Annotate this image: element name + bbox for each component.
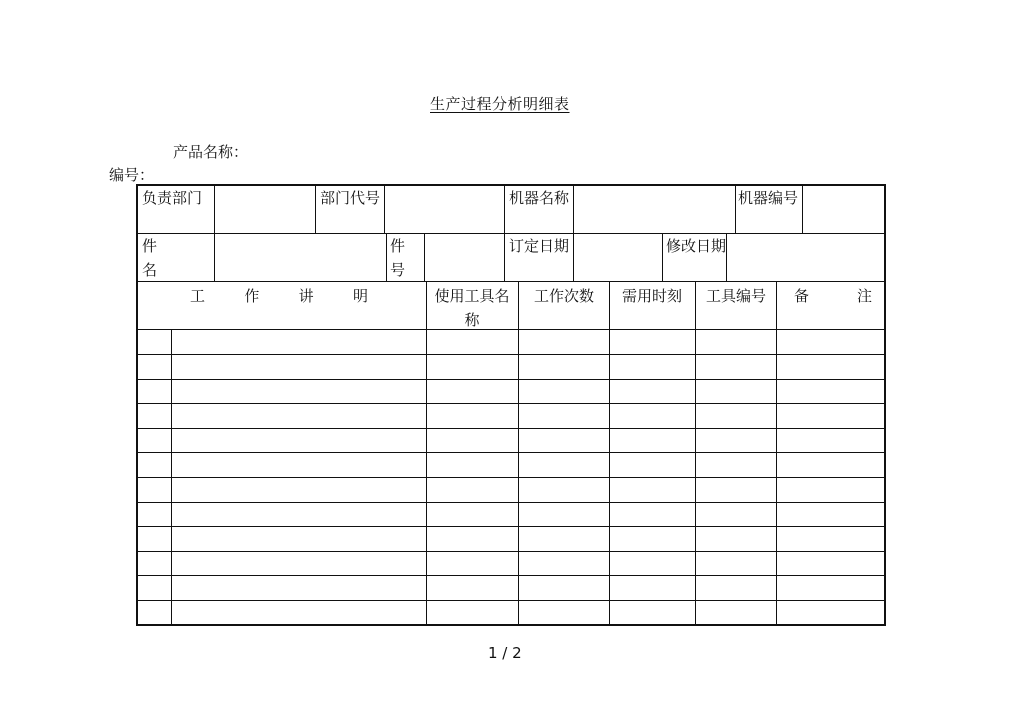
row-divider xyxy=(138,575,884,576)
col-divider xyxy=(662,234,663,281)
work-description-char: 明 xyxy=(352,287,368,305)
document-title: 生产过程分析明细表 xyxy=(430,95,570,113)
col-divider xyxy=(726,234,727,281)
col-divider xyxy=(171,330,172,624)
dept-code-label: 部门代号 xyxy=(320,189,381,207)
page-indicator: 1 / 2 xyxy=(488,644,522,662)
column-header-tool-name: 使用工具名称 xyxy=(434,287,510,329)
col-divider xyxy=(504,186,505,233)
row-divider xyxy=(138,551,884,552)
machine-number-label: 机器编号 xyxy=(738,189,799,207)
col-divider xyxy=(424,234,425,281)
col-divider xyxy=(315,186,316,233)
col-divider xyxy=(573,234,574,281)
row-divider xyxy=(138,428,884,429)
revise-date-label: 修改日期 xyxy=(666,237,727,255)
column-header-time-required: 需用时刻 xyxy=(621,287,682,305)
work-description-char: 讲 xyxy=(298,287,314,305)
column-header-work-description xyxy=(190,284,368,308)
responsible-dept-label: 负责部门 xyxy=(142,189,203,207)
part-number-label: 件号 xyxy=(390,237,406,279)
col-divider xyxy=(776,282,777,624)
work-description-char: 作 xyxy=(244,287,260,305)
row-divider xyxy=(138,526,884,527)
remarks-char: 备 xyxy=(794,287,810,305)
col-divider xyxy=(573,186,574,233)
product-name-label: 产品名称： xyxy=(173,143,249,161)
machine-name-label: 机器名称 xyxy=(509,189,570,207)
col-divider xyxy=(384,186,385,233)
col-divider xyxy=(735,186,736,233)
row-divider xyxy=(138,379,884,380)
number-label: 编号： xyxy=(109,166,155,184)
row-divider xyxy=(138,502,884,503)
col-divider xyxy=(609,282,610,624)
col-divider xyxy=(426,282,427,624)
row-divider xyxy=(138,600,884,601)
part-name-label: 件名 xyxy=(142,237,158,279)
col-divider xyxy=(504,234,505,281)
row-divider xyxy=(138,403,884,404)
col-divider xyxy=(214,234,215,281)
col-divider xyxy=(214,186,215,233)
row-divider xyxy=(138,281,884,282)
set-date-label: 订定日期 xyxy=(509,237,570,255)
column-header-remarks xyxy=(794,284,872,308)
col-divider xyxy=(802,186,803,233)
analysis-table xyxy=(136,184,886,626)
column-header-tool-number: 工具编号 xyxy=(705,287,766,305)
remarks-char: 注 xyxy=(856,287,872,305)
column-header-work-count: 工作次数 xyxy=(533,287,594,305)
row-divider xyxy=(138,354,884,355)
work-description-char: 工 xyxy=(190,287,206,305)
col-divider xyxy=(695,282,696,624)
col-divider xyxy=(518,282,519,624)
col-divider xyxy=(386,234,387,281)
row-divider xyxy=(138,452,884,453)
row-divider xyxy=(138,477,884,478)
